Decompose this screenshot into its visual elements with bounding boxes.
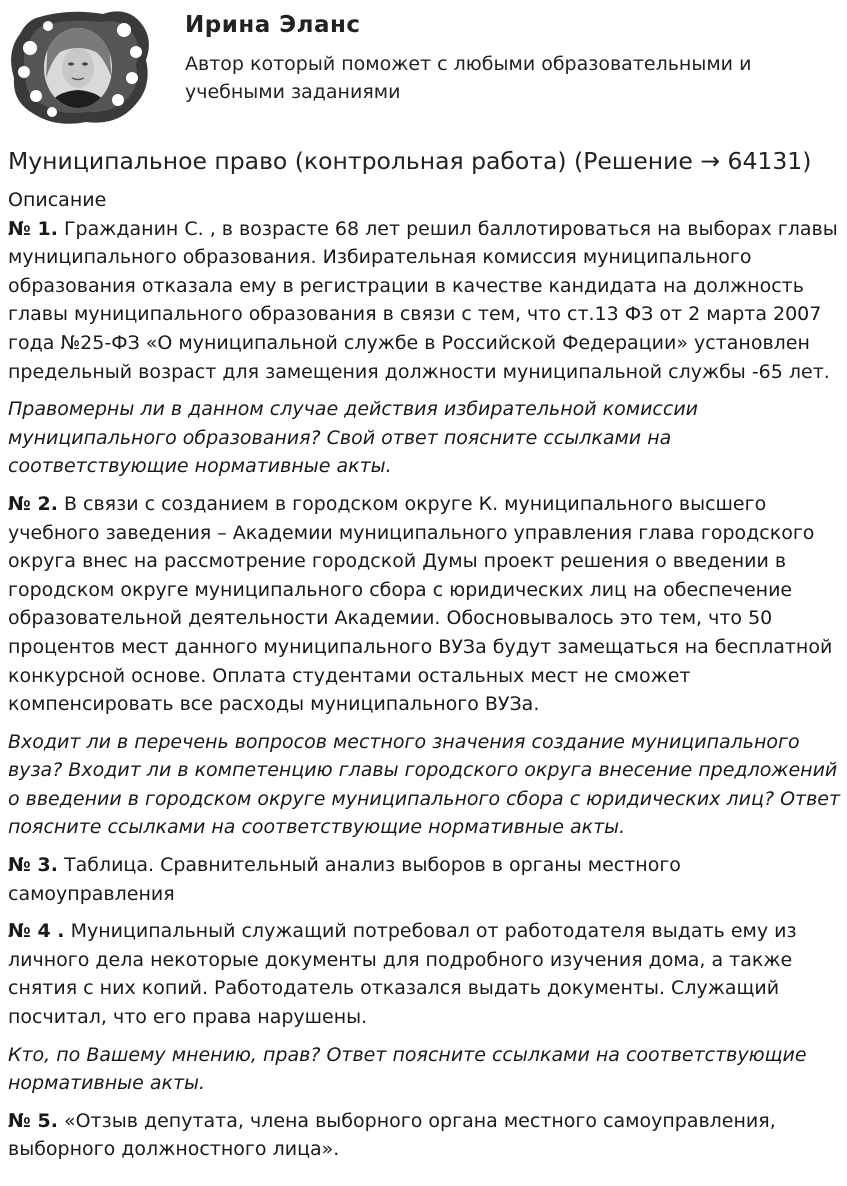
task-number: № 3. xyxy=(8,854,58,877)
task-4 xyxy=(8,917,843,1031)
task-text: «Отзыв депутата, члена выборного органа местного самоуправления, выборного должностного лица». xyxy=(8,1109,776,1161)
section-label: Описание xyxy=(8,189,107,211)
author-block xyxy=(0,0,847,140)
author-description: Автор который поможет с любыми образовательными и учебными заданиями xyxy=(185,53,752,103)
task-text: Таблица. Сравнительный анализ выборов в органы местного самоуправления xyxy=(8,854,681,905)
task-3 xyxy=(8,851,843,908)
author-name: Ирина Эланс xyxy=(185,12,361,38)
document-body xyxy=(8,186,843,1173)
task-number: № 5. xyxy=(8,1109,58,1132)
page-title: Муниципальное право (контрольная работа) (Решение → 64131) xyxy=(8,147,812,175)
task-text: В связи с созданием в городском округе К. муниципального высшего учебного заведения – Академии муниципального управления глава городского округа внес на рассмотрение городской Думы проект решения о введении в городском округе муниципального сбора с юридических лиц на обеспечение образовательной деятельности Академии. Обосновывалось это тем, что 50 процентов мест данного муниципального ВУЗа будут замещаться на бесплатной конкурсной основе. Оплата студентами остальных мест не сможет компенсировать все расходы муниципального ВУЗа. xyxy=(8,492,833,716)
task-number: № 2. xyxy=(8,492,58,515)
task-1 xyxy=(8,215,843,387)
task-number: № 4 . xyxy=(8,920,65,943)
task-2-question: Входит ли в перечень вопросов местного значения создание муниципального вуза? Входит ли в компетенцию главы городского округа внесение предложений о введении в городском округе муниципального сбора с юридических лиц? Ответ поясните ссылками на соответствующие нормативные акты. xyxy=(8,730,841,839)
task-text: Муниципальный служащий потребовал от работодателя выдать ему из личного дела некоторые документы для подробного изучения дома, а также снятия с них копий. Работодатель отказался выдать документы. Служащий посчитал, что его права нарушены. xyxy=(8,920,797,1029)
task-4-question: Кто, по Вашему мнению, прав? Ответ поясните ссылками на соответствующие нормативные акты. xyxy=(8,1043,807,1095)
film-reel-portrait-icon xyxy=(8,8,150,126)
task-1-question: Правомерны ли в данном случае действия избирательной комиссии муниципального образования? Свой ответ поясните ссылками на соответствующие нормативные акты. xyxy=(8,398,699,478)
task-text: Гражданин С. , в возрасте 68 лет решил баллотироваться на выборах главы муниципального образования. Избирательная комиссия муниципального образования отказала ему в регистрации в качестве кандидата на должность главы муниципального образования в связи с тем, что ст.13 ФЗ от 2 марта 2007 года №25-ФЗ «О муниципальной службе в Российской Федерации» установлен предельный возраст для замещения должности муниципальной службы -65 лет. xyxy=(8,217,838,383)
task-2 xyxy=(8,490,843,719)
task-number: № 1. xyxy=(8,217,58,240)
task-5 xyxy=(8,1107,843,1164)
